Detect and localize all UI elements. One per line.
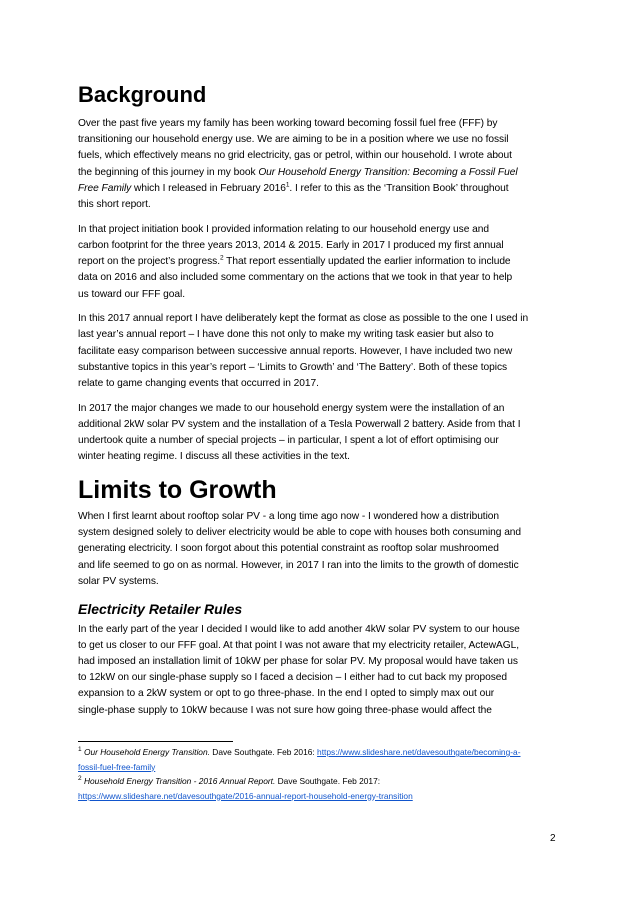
paragraph-6 [78,622,562,719]
text-line: single-phase supply to 10kW because I was not sure how going three-phase would affect the [78,704,492,716]
text-line: data on 2016 and also included some commentary on the actions that we took in that year to help [78,272,513,284]
text-line: In that project initiation book I provided information relating to our household energy use and [78,223,489,235]
text-line: substantive topics in this year’s report – ‘Limits to Growth’ and ‘The Battery’. Both of these topics [78,361,508,373]
text-line: report on the project’s progress.$^2$ That report essentially updated the earlier information to include [78,254,511,268]
text-line: to get us closer to our FFF goal. At that point I was not aware that my electricity retailer, ActewAGL, [78,639,520,651]
book-title: Our Household Energy Transition: Becoming a Fossil Fuel [258,166,518,178]
paragraph-2 [78,222,562,303]
text-line: last year’s annual report – I have done this not only to make my writing task easier but also to [78,329,494,341]
heading-background: Background [78,82,207,107]
paragraph-4 [78,401,562,466]
text-line: undertook quite a number of special projects – in particular, I spent a lot of effort optimising our [78,435,499,447]
text-line: relate to game changing events that occurred in 2017. [78,378,319,390]
text-line: solar PV systems. [78,575,159,587]
text-line: Over the past five years my family has been working toward becoming fossil fuel free (FFF) by [78,118,498,129]
text-line: had imposed an installation limit of 10kW per phase for solar PV. My proposal would have taken us [78,655,518,667]
text-line: transitioning our household energy use. We are aiming to be in a position where we use no fossil [78,134,509,146]
text-line: additional 2kW solar PV system and the installation of a Tesla Powerwall 2 battery. Aside from that I [78,418,521,430]
page-number: 2 [550,833,556,844]
text-line: and life seemed to go on as normal. However, in 2017 I ran into the limits to the growth of domestic [78,559,519,571]
footnote-1-link[interactable]: https://www.slideshare.net/davesouthgate/becoming-a- [317,747,521,757]
footnote-2-link[interactable]: https://www.slideshare.net/davesouthgate/2016-annual-report-household-energy-transition [78,790,413,801]
text-line: In the early part of the year I decided I would like to add another 4kW solar PV system to our house [78,623,520,635]
paragraph-3 [78,311,562,392]
paragraph-5 [78,509,562,590]
page-body [78,80,562,727]
footnote-text: Dave Southgate. Feb 2017: [275,776,381,786]
footnotes [78,745,562,803]
text-line: to 12kW on our single-phase supply so I faced a decision – I either had to cut back my proposed [78,672,508,684]
footnote-number: 1 [78,746,82,754]
heading-limits-to-growth: Limits to Growth [78,476,277,505]
footnote-2 [78,774,562,789]
text-line: In this 2017 annual report I have deliberately kept the format as close as possible to the one I used in [78,313,529,325]
footnote-title: Our Household Energy Transition. [83,747,210,757]
text-line: fuels, which effectively means no grid electricity, gas or petrol, within our household. I wrote about [78,150,512,162]
heading-electricity-retailer-rules: Electricity Retailer Rules [78,600,243,617]
footnote-ref-1[interactable]: 1 [285,181,290,189]
text-line: this short report. [78,199,151,211]
text-line: When I first learnt about rooftop solar PV - a long time ago now - I wondered how a distribution [78,511,500,523]
footnote-separator [78,741,233,742]
footnote-2-cont [78,789,562,804]
paragraph-1 [78,116,562,213]
text-line: the beginning of this journey in my book Our Household Energy Transition: Becoming a Fossil Fuel [78,166,518,178]
book-title-cont: Free Family [78,182,132,194]
text-line: generating electricity. I soon forgot about this potential constraint as rooftop solar mushroomed [78,543,499,555]
footnote-1 [78,745,562,760]
footnote-1-link-cont[interactable]: fossil-fuel-free-family [78,761,156,772]
footnote-title: Household Energy Transition - 2016 Annual Report. [83,776,276,786]
footnote-1-cont [78,760,562,775]
text-line: facilitate easy comparison between successive annual reports. However, I have included two new [78,345,513,357]
text-line: system designed solely to deliver electricity would be able to cope with houses both consuming and [78,527,522,539]
footnote-number: 2 [78,775,82,783]
footnote-text: Dave Southgate. Feb 2016: [209,747,318,757]
text-line: us toward our FFF goal. [78,288,185,300]
footnote-ref-2[interactable]: 2 [220,254,224,262]
text-line: In 2017 the major changes we made to our household energy system were the installation of an [78,402,505,414]
text-line: expansion to a 2kW system or opt to go three-phase. In the end I opted to simply max out our [78,688,495,700]
text-line: carbon footprint for the three years 2013, 2014 & 2015. Early in 2017 I produced my first annual [78,239,504,251]
text-line: Free Family which I released in February 2016$^1$. I refer to this as the ‘Transition Book’ throughout [78,181,509,194]
text-line: winter heating regime. I discuss all these activities in the text. [78,451,350,463]
